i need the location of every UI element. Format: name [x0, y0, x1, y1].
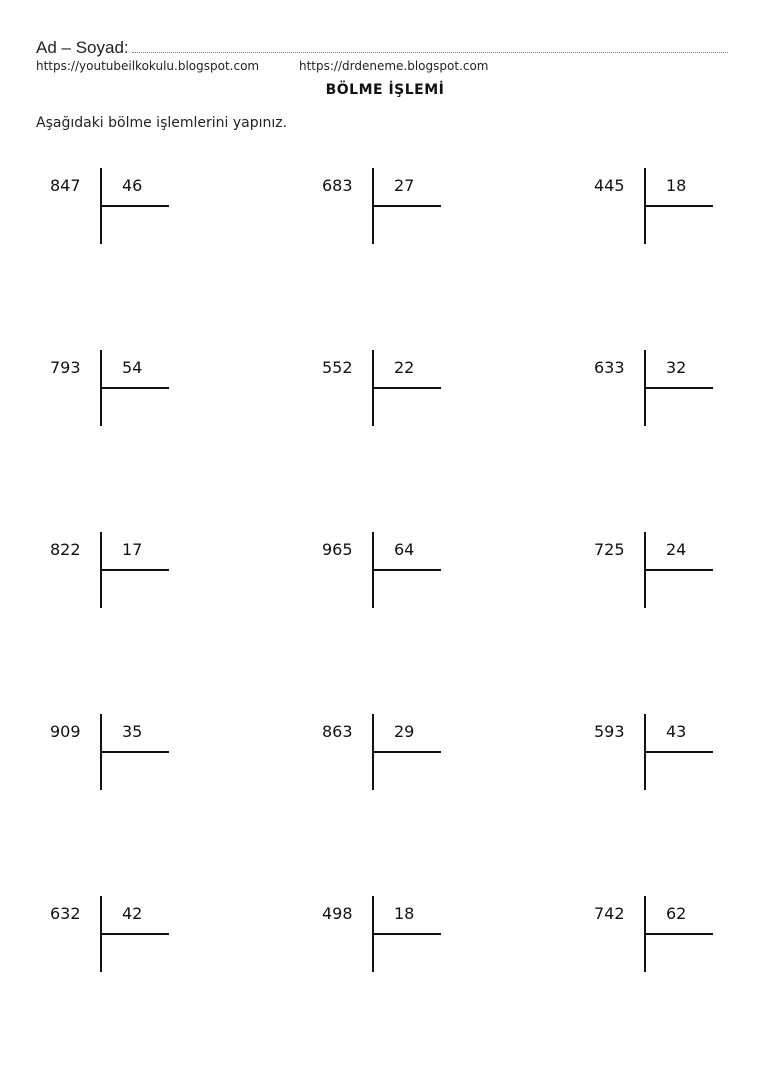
dividend: 793: [50, 358, 81, 377]
dividend: 445: [594, 176, 625, 195]
divisor: 43: [666, 722, 687, 741]
name-field: [36, 38, 728, 58]
name-label: Ad – Soyad:: [36, 38, 129, 57]
dividend: 498: [322, 904, 353, 923]
division-horizontal-line: [645, 569, 713, 571]
divisor: 35: [122, 722, 143, 741]
dividend: 632: [50, 904, 81, 923]
dividend: 863: [322, 722, 353, 741]
division-horizontal-line: [645, 387, 713, 389]
division-problem: [594, 714, 744, 794]
dividend: 965: [322, 540, 353, 559]
divisor: 64: [394, 540, 415, 559]
divisor: 54: [122, 358, 143, 377]
division-problem: [322, 896, 472, 976]
division-horizontal-line: [101, 933, 169, 935]
dividend: 552: [322, 358, 353, 377]
division-problem: [50, 896, 200, 976]
instruction-text: Aşağıdaki bölme işlemlerini yapınız.: [36, 115, 288, 131]
division-problem: [594, 350, 744, 430]
division-problem: [322, 350, 472, 430]
name-dotted-line: [132, 52, 728, 53]
dividend: 683: [322, 176, 353, 195]
division-horizontal-line: [101, 751, 169, 753]
division-problem: [594, 896, 744, 976]
division-problem: [50, 168, 200, 248]
division-horizontal-line: [373, 933, 441, 935]
dividend: 847: [50, 176, 81, 195]
division-horizontal-line: [101, 569, 169, 571]
dividend: 593: [594, 722, 625, 741]
divisor: 22: [394, 358, 415, 377]
divisor: 18: [394, 904, 415, 923]
page-title: BÖLME İŞLEMİ: [325, 82, 445, 98]
divisor: 17: [122, 540, 143, 559]
division-horizontal-line: [645, 205, 713, 207]
division-horizontal-line: [645, 751, 713, 753]
division-horizontal-line: [373, 751, 441, 753]
dividend: 822: [50, 540, 81, 559]
division-problem: [322, 714, 472, 794]
divisor: 29: [394, 722, 415, 741]
divisor: 27: [394, 176, 415, 195]
division-problem: [50, 350, 200, 430]
dividend: 725: [594, 540, 625, 559]
division-problem: [322, 532, 472, 612]
division-problem: [50, 532, 200, 612]
dividend: 742: [594, 904, 625, 923]
division-problem: [594, 168, 744, 248]
divisor: 32: [666, 358, 687, 377]
url-right: https://drdeneme.blogspot.com: [299, 59, 489, 73]
division-horizontal-line: [373, 387, 441, 389]
divisor: 46: [122, 176, 143, 195]
division-problem: [322, 168, 472, 248]
division-horizontal-line: [373, 205, 441, 207]
dividend: 633: [594, 358, 625, 377]
division-horizontal-line: [101, 387, 169, 389]
division-problem: [50, 714, 200, 794]
dividend: 909: [50, 722, 81, 741]
divisor: 18: [666, 176, 687, 195]
divisor: 42: [122, 904, 143, 923]
division-problem: [594, 532, 744, 612]
divisor: 24: [666, 540, 687, 559]
url-left: https://youtubeilkokulu.blogspot.com: [36, 59, 260, 73]
division-horizontal-line: [373, 569, 441, 571]
divisor: 62: [666, 904, 687, 923]
division-horizontal-line: [101, 205, 169, 207]
division-horizontal-line: [645, 933, 713, 935]
